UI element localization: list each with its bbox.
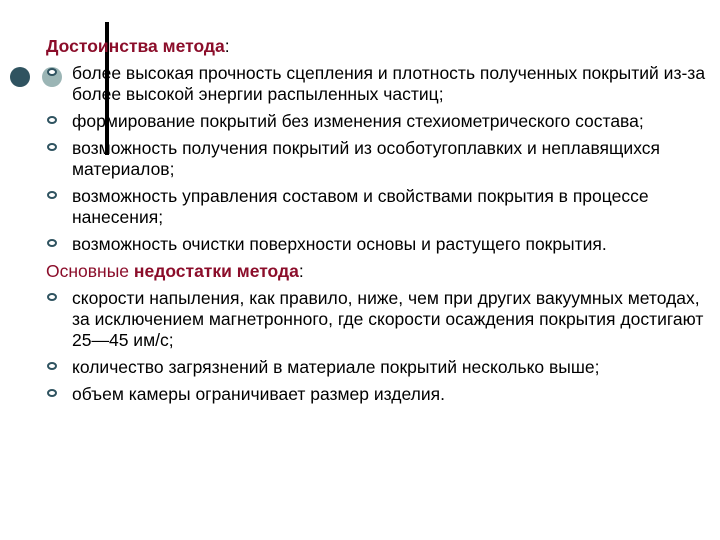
list-item-text: возможность управления составом и свойствами покрытия в процессе нанесения; [72, 186, 649, 227]
disadvantages-heading [46, 261, 706, 282]
decorative-dark-circle [10, 67, 30, 87]
list-item-text: возможность получения покрытий из особотугоплавких и неплавящихся материалов; [72, 138, 660, 179]
disadvantages-title: недостатки метода [133, 261, 299, 281]
slide-content [46, 36, 706, 411]
advantages-list [46, 63, 706, 255]
advantages-heading [46, 36, 706, 57]
bullet-ring-icon [47, 143, 57, 151]
bullet-ring-icon [47, 116, 57, 124]
list-item-text: более высокая прочность сцепления и плотность полученных покрытий из-за более высокой энергии распыленных частиц; [72, 63, 706, 104]
list-item [46, 357, 706, 378]
bullet-ring-icon [47, 68, 57, 76]
bullet-ring-icon [47, 362, 57, 370]
bullet-ring-icon [47, 389, 57, 397]
list-item-text: скорости напыления, как правило, ниже, чем при других вакуумных методах, за исключением магнетронного, где скорости осаждения покрытия достигают 25—45 им/с; [72, 288, 704, 350]
list-item [46, 384, 706, 405]
list-item-text: возможность очистки поверхности основы и растущего покрытия. [72, 234, 607, 254]
bullet-ring-icon [47, 191, 57, 199]
advantages-title: Достоинства метода [46, 36, 225, 56]
disadvantages-colon: : [298, 261, 304, 281]
disadvantages-prefix: Основные [46, 261, 134, 281]
list-item [46, 234, 706, 255]
list-item [46, 138, 706, 180]
list-item [46, 288, 706, 351]
disadvantages-list [46, 288, 706, 405]
list-item [46, 186, 706, 228]
list-item-text: формирование покрытий без изменения стехиометрического состава; [72, 111, 644, 131]
list-item-text: количество загрязнений в материале покрытий несколько выше; [72, 357, 600, 377]
list-item-text: объем камеры ограничивает размер изделия. [72, 384, 445, 404]
bullet-ring-icon [47, 239, 57, 247]
list-item [46, 111, 706, 132]
bullet-ring-icon [47, 293, 57, 301]
list-item [46, 63, 706, 105]
advantages-colon: : [224, 36, 230, 56]
